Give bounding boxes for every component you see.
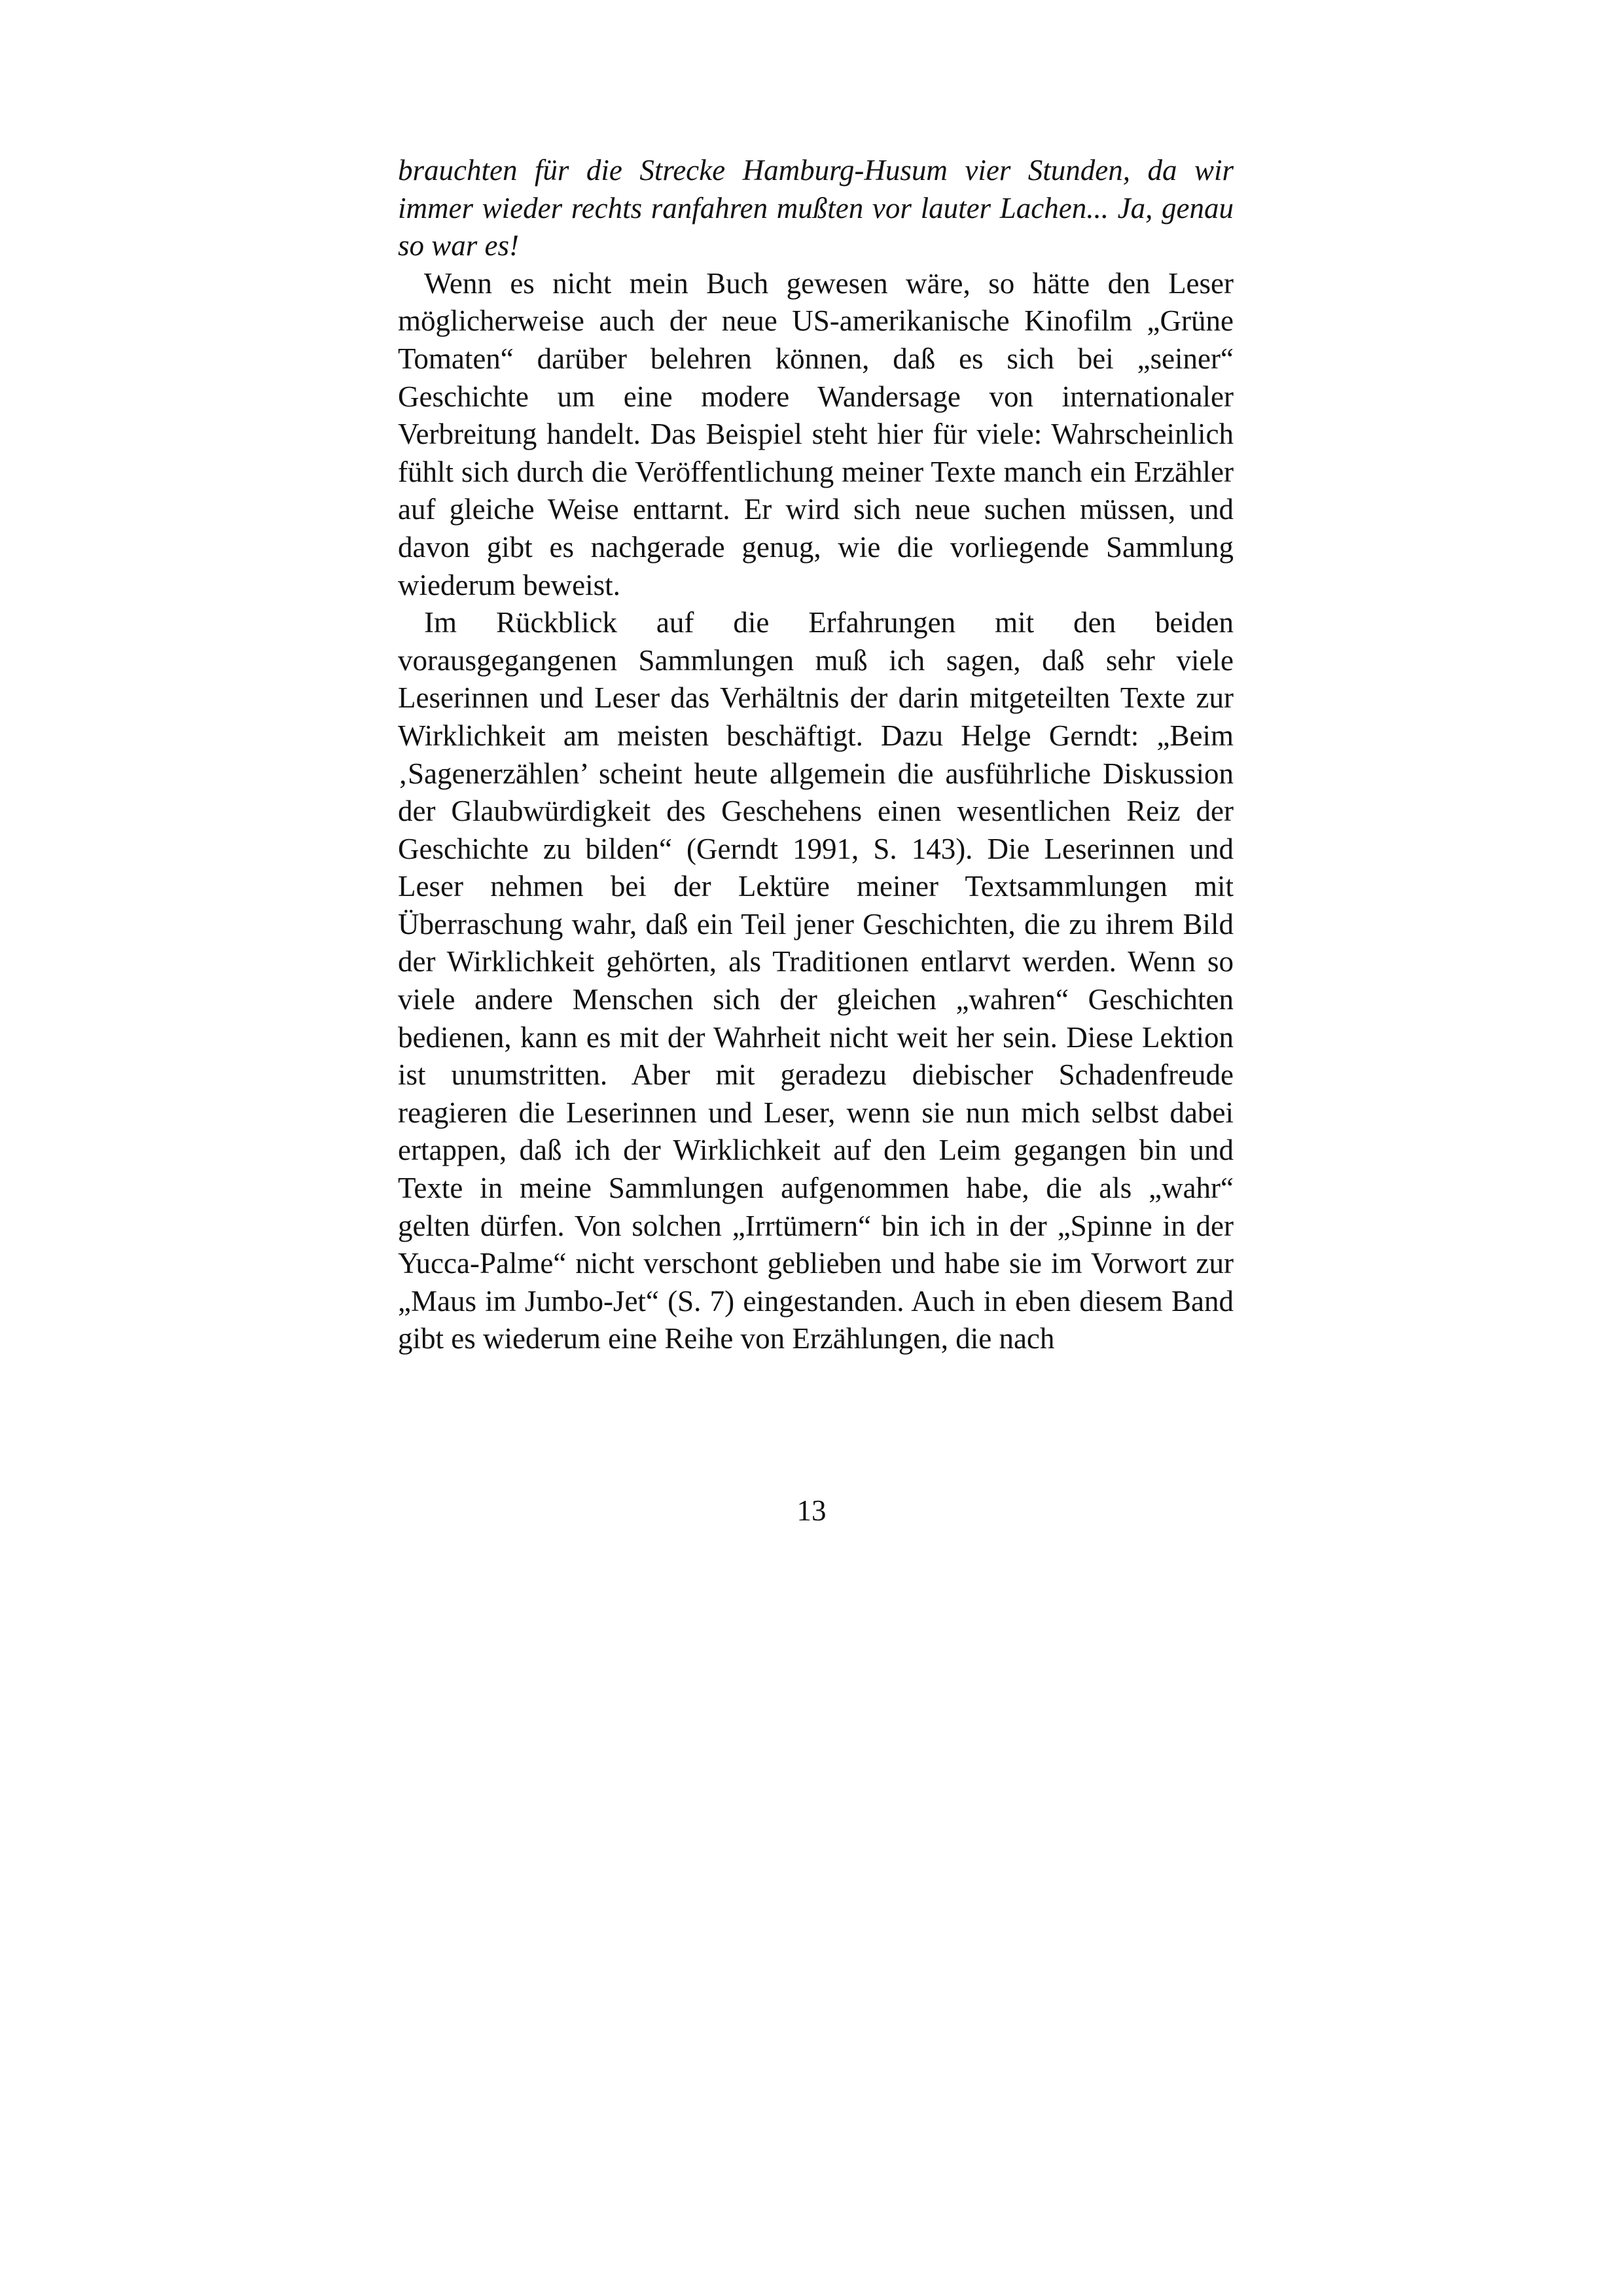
paragraph-gruene-tomaten: Wenn es nicht mein Buch gewesen wäre, so hätte den Leser möglicherweise auch der neue US-amerikanische Kinofilm „Grüne Tomaten“ darüber belehren können, daß es sich bei „seiner“ Geschichte um eine modere Wandersage von internationaler Verbreitung handelt. Das Beispiel steht hier für viele: Wahrscheinlich fühlt sich durch die Veröffentlichung meiner Texte manch ein Erzähler auf gleiche Weise enttarnt. Er wird sich neue suchen müssen, und davon gibt es nachgerade genug, wie die vorliegende Sammlung wiederum beweist. [398, 266, 1234, 601]
paragraph-rueckblick: Im Rückblick auf die Erfahrungen mit den beiden vorausgegangenen Sammlungen muß ich sagen, daß sehr viele Leserinnen und Leser das Verhältnis der darin mitgeteilten Texte zur Wirklichkeit am meisten beschäftigt. Dazu Helge Gerndt: „Beim ‚Sagenerzählen’ scheint heute allgemein die ausführliche Diskussion der Glaubwürdigkeit des Geschehens einen wesentlichen Reiz der Geschichte zu bilden“ (Gerndt 1991, S. 143). Die Leserinnen und Leser nehmen bei der Lektüre meiner Textsammlungen mit Überraschung wahr, daß ein Teil jener Geschichten, die zu ihrem Bild der Wirklichkeit gehörten, als Traditionen entlarvt werden. Wenn so viele andere Menschen sich der gleichen „wahren“ Geschichten bedienen, kann es mit der Wahrheit nicht weit her sein. Diese Lektion ist unumstritten. Aber mit geradezu diebischer Schadenfreude reagieren die Leserinnen und Leser, wenn sie nun mich selbst dabei ertappen, daß ich der Wirklichkeit auf den Leim gegangen bin und Texte in meine Sammlungen aufgenommen habe, die als „wahr“ gelten dürfen. Von solchen „Irrtümern“ bin ich in der „Spinne in der Yucca-Palme“ nicht verschont geblieben und habe sie im Vorwort zur „Maus im Jumbo-Jet“ (S. 7) eingestanden. Auch in eben diesem Band gibt es wiederum eine Reihe von Erzählungen, die nach [398, 606, 1234, 1355]
body-text [398, 152, 1234, 1358]
page-number: 13 [796, 1494, 827, 1527]
paragraph-continued-quote: brauchten für die Strecke Hamburg-Husum vier Stunden, da wir immer wieder rechts ranfahren mußten vor lauter Lachen... Ja, genau so war es! [398, 154, 1234, 262]
